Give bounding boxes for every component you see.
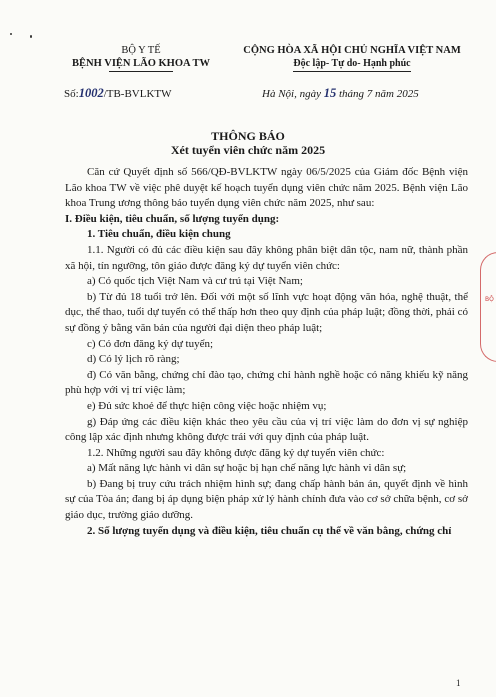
national-motto: Độc lập- Tự do- Hạnh phúc: [293, 58, 411, 69]
condition-g: g) Đáp ứng các điều kiện khác theo yêu cầu của vị trí việc làm do đơn vị sự nghiệp công lập xác định nhưng không được trái với quy định của pháp luật.: [65, 415, 468, 444]
clause-1-2: 1.2. Những người sau đây không được đăng ký dự tuyển viên chức:: [87, 446, 385, 459]
condition-c: c) Có đơn đăng ký dự tuyển;: [87, 337, 214, 350]
ministry-name: BỘ Y TẾ: [121, 45, 161, 56]
motto-underline: [293, 71, 411, 72]
issuer-block: [56, 44, 226, 72]
condition-a: a) Có quốc tịch Việt Nam và cư trú tại Việt Nam;: [87, 275, 303, 288]
scan-speck: [10, 33, 12, 35]
date-day-handwritten: 15: [323, 86, 337, 100]
clause-1-1: 1.1. Người có đủ các điều kiện sau đây không phân biệt dân tộc, nam nữ, thành phần xã hội, tín ngưỡng, tôn giáo được đăng ký dự tuyển viên chức:: [65, 243, 468, 272]
exclusion-a: a) Mất năng lực hành vi dân sự hoặc bị hạn chế năng lực hành vi dân sự;: [87, 462, 407, 475]
subsection-heading-2: 2. Số lượng tuyển dụng và điều kiện, tiêu chuẩn cụ thể về văn bằng, chứng chỉ: [87, 524, 452, 537]
seal-text: BỘ: [485, 296, 494, 303]
condition-b: b) Từ đủ 18 tuổi trở lên. Đối với một số lĩnh vực hoạt động văn hóa, nghệ thuật, thể dục, thể thao, tuổi dự tuyển có thể thấp hơn theo quy định của pháp luật; đồng thời, phải có sự đồng ý bằng văn bản của người đại diện theo pháp luật;: [65, 290, 468, 334]
section-heading-1: I. Điều kiện, tiêu chuẩn, số lượng tuyển dụng:: [65, 212, 280, 225]
doc-number-suffix: /TB-BVLKTW: [103, 88, 172, 100]
scan-speck: [30, 35, 32, 38]
intro-paragraph: Căn cứ Quyết định số 566/QĐ-BVLKTW ngày 06/5/2025 của Giám đốc Bệnh viện Lão khoa TW về việc phê duyệt kế hoạch tuyển dụng viên chức năm 2025. Bệnh viện Lão khoa Trung ương thông báo tuyển dụng viên chức năm 2025, như sau:: [65, 166, 468, 210]
date-prefix: Hà Nội, ngày: [262, 88, 321, 100]
subsection-heading-1: 1. Tiêu chuẩn, điều kiện chung: [87, 228, 231, 241]
exclusion-b: b) Đang bị truy cứu trách nhiệm hình sự; đang chấp hành bản án, quyết định về hình sự của Tòa án; đang bị áp dụng biện pháp xử lý hành chính đưa vào cơ sở chữa bệnh, cơ sở giáo dục, trường giáo dưỡng.: [65, 477, 468, 522]
hospital-name: BỆNH VIỆN LÃO KHOA TW: [72, 58, 210, 69]
doc-number-handwritten: 1002: [78, 86, 104, 100]
issue-date: [262, 86, 419, 101]
notice-body: [65, 165, 468, 539]
issuer-underline: [109, 71, 173, 72]
republic-name: CỘNG HÒA XÃ HỘI CHỦ NGHĨA VIỆT NAM: [243, 45, 461, 56]
condition-dd: đ) Có văn bằng, chứng chỉ đào tạo, chứng chỉ hành nghề hoặc có năng khiếu kỹ năng phù hợp với vị trí việc làm;: [65, 368, 468, 397]
notice-subtitle: Xét tuyển viên chức năm 2025: [170, 143, 326, 157]
national-heading: [238, 44, 466, 72]
page-number: 1: [456, 678, 461, 688]
doc-number-prefix: Số:: [64, 88, 79, 100]
notice-title: THÔNG BÁO: [211, 129, 285, 143]
document-number: [64, 86, 172, 101]
condition-e: e) Đủ sức khoẻ để thực hiện công việc hoặc nhiệm vụ;: [87, 399, 327, 412]
red-seal-partial: [480, 252, 496, 362]
condition-d: d) Có lý lịch rõ ràng;: [87, 353, 180, 366]
date-rest: tháng 7 năm 2025: [338, 88, 419, 100]
